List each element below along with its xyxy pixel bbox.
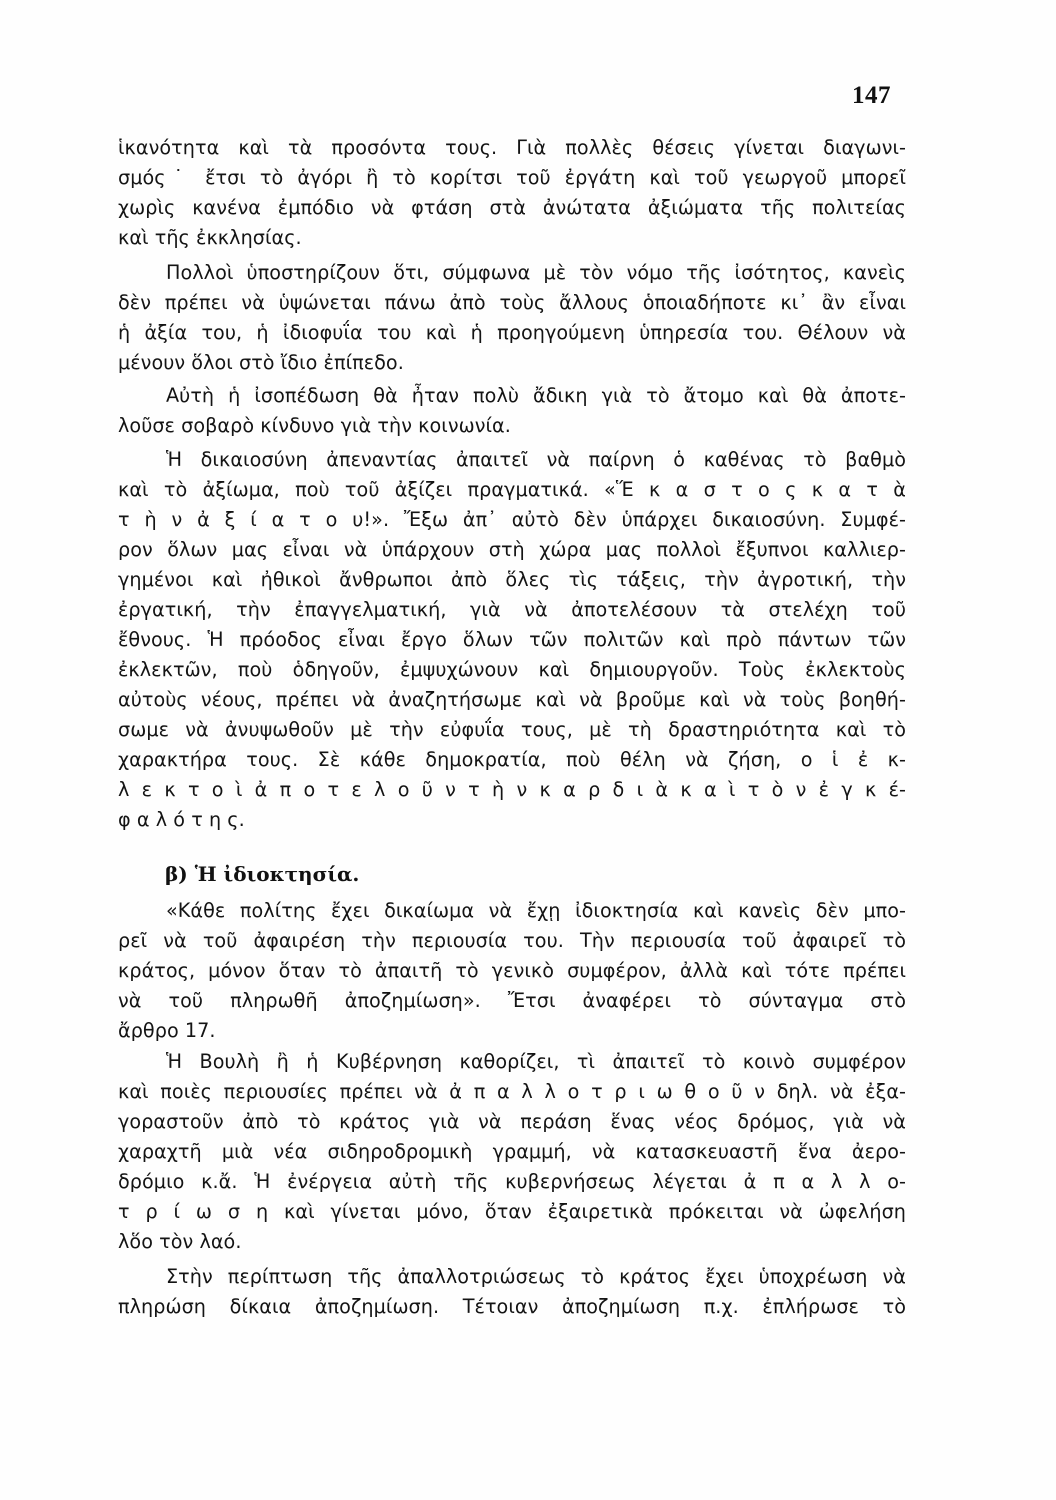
- text-line: καὶ τὸ ἀξίωμα, ποὺ τοῦ ἀξίζει πραγματικά. «Ἕ κ α σ τ ο ς κ α τ ὰ: [118, 478, 906, 501]
- text-line: ἐργατική, τὴν ἐπαγγελματική, γιὰ νὰ ἀποτελέσουν τὰ στελέχη τοῦ: [118, 598, 906, 621]
- text-line: λοῦσε σοβαρὸ κίνδυνο γιὰ τὴν κοινωνία.: [118, 414, 511, 437]
- paragraph-1: [118, 133, 906, 253]
- text-line: λὅο τὸν λαό.: [118, 1230, 242, 1253]
- text-line: Ἡ Βουλὴ ἢ ἡ Κυβέρνηση καθορίζει, τὶ ἀπαιτεῖ τὸ κοινὸ συμφέρον: [166, 1050, 906, 1073]
- text-line: ἄρθρο 17.: [118, 1019, 216, 1042]
- section-heading: β) Ἡ ἰδιοκτησία.: [165, 862, 360, 886]
- text-line: δρόμιο κ.ἄ. Ἡ ἐνέργεια αὐτὴ τῆς κυβερνήσεως λέγεται ἀ π α λ λ ο-: [118, 1170, 906, 1193]
- paragraph-3: [118, 381, 906, 441]
- text-line: ρεῖ νὰ τοῦ ἀφαιρέση τὴν περιουσία του. Τὴν περιουσία τοῦ ἀφαιρεῖ τὸ: [118, 929, 906, 952]
- paragraph-6: [118, 1047, 906, 1257]
- text-line: Στὴν περίπτωση τῆς ἀπαλλοτριώσεως τὸ κράτος ἔχει ὑποχρέωση νὰ: [166, 1265, 906, 1288]
- text-line: Αὐτὴ ἡ ἰσοπέδωση θὰ ἦταν πολὺ ἄδικη γιὰ τὸ ἄτομο καὶ θὰ ἀποτε-: [166, 384, 906, 407]
- text-line: ἔθνους. Ἡ πρόοδος εἶναι ἔργο ὅλων τῶν πολιτῶν καὶ πρὸ πάντων τῶν: [118, 628, 906, 651]
- text-line: φ α λ ό τ η ς.: [118, 808, 245, 831]
- text-line: σωμε νὰ ἀνυψωθοῦν μὲ τὴν εὐφυΐα τους, μὲ τὴ δραστηριότητα καὶ τὸ: [118, 718, 906, 741]
- text-line: χαρακτήρα τους. Σὲ κάθε δημοκρατία, ποὺ θέλη νὰ ζήση, ο ἱ ἐ κ-: [118, 748, 906, 771]
- text-line: ἐκλεκτῶν, ποὺ ὁδηγοῦν, ἐμψυχώνουν καὶ δημιουργοῦν. Τοὺς ἐκλεκτοὺς: [118, 658, 906, 681]
- text-line: γοραστοῦν ἀπὸ τὸ κράτος γιὰ νὰ περάση ἕνας νέος δρόμος, γιὰ νὰ: [118, 1110, 906, 1133]
- text-line: νὰ τοῦ πληρωθῆ ἀποζημίωση». Ἔτσι ἀναφέρει τὸ σύνταγμα στὸ: [118, 989, 906, 1012]
- text-line: καὶ ποιὲς περιουσίες πρέπει νὰ ἀ π α λ λ ο τ ρ ι ω θ ο ῦ ν δηλ. νὰ ἐξα-: [118, 1080, 906, 1103]
- text-line: αὐτοὺς νέους, πρέπει νὰ ἀναζητήσωμε καὶ νὰ βροῦμε καὶ νὰ τοὺς βοηθή-: [118, 688, 906, 711]
- paragraph-4: [118, 445, 906, 835]
- text-line: πληρώση δίκαια ἀποζημίωση. Τέτοιαν ἀποζημίωση π.χ. ἐπλήρωσε τὸ: [118, 1295, 906, 1318]
- text-line: χαραχτῆ μιὰ νέα σιδηροδρομικὴ γραμμή, νὰ κατασκευαστῆ ἕνα ἀερο-: [118, 1140, 906, 1163]
- text-line: Πολλοὶ ὑποστηρίζουν ὅτι, σύμφωνα μὲ τὸν νόμο τῆς ἰσότητος, κανεὶς: [166, 261, 906, 284]
- text-line: ἡ ἀξία του, ἡ ἰδιοφυΐα του καὶ ἡ προηγούμενη ὑπηρεσία του. Θέλουν νὰ: [118, 321, 906, 344]
- text-line: τ ρ ί ω σ η καὶ γίνεται μόνο, ὅταν ἐξαιρετικὰ πρόκειται νὰ ὠφελήση: [118, 1200, 906, 1223]
- paragraph-2: [118, 258, 906, 378]
- text-line: καὶ τῆς ἐκκλησίας.: [118, 226, 302, 249]
- text-line: Ἡ δικαιοσύνη ἀπεναντίας ἀπαιτεῖ νὰ παίρνη ὁ καθένας τὸ βαθμὸ: [166, 448, 906, 471]
- text-line: χωρὶς κανένα ἐμπόδιο νὰ φτάση στὰ ἀνώτατα ἀξιώματα τῆς πολιτείας: [118, 196, 906, 219]
- text-line: ἱκανότητα καὶ τὰ προσόντα τους. Γιὰ πολλὲς θέσεις γίνεται διαγωνι-: [118, 136, 906, 159]
- page-number: 147: [852, 82, 891, 109]
- text-line: σμός˙ ἔτσι τὸ ἀγόρι ἢ τὸ κορίτσι τοῦ ἐργάτη καὶ τοῦ γεωργοῦ μπορεῖ: [118, 166, 906, 189]
- paragraph-7: [118, 1262, 906, 1322]
- text-line: κράτος, μόνον ὅταν τὸ ἀπαιτῆ τὸ γενικὸ συμφέρον, ἀλλὰ καὶ τότε πρέπει: [118, 959, 906, 982]
- text-line: «Κάθε πολίτης ἔχει δικαίωμα νὰ ἔχῃ ἰδιοκτησία καὶ κανεὶς δὲν μπο-: [166, 899, 906, 922]
- text-line: δὲν πρέπει νὰ ὑψώνεται πάνω ἀπὸ τοὺς ἄλλους ὁποιαδήποτε κι᾿ ἂν εἶναι: [118, 291, 906, 314]
- text-line: μένουν ὅλοι στὸ ἴδιο ἐπίπεδο.: [118, 351, 404, 374]
- paragraph-5: [118, 896, 906, 1046]
- text-line: λ ε κ τ ο ὶ ἀ π ο τ ε λ ο ῦ ν τ ὴ ν κ α ρ δ ι ὰ κ α ὶ τ ὸ ν ἐ γ κ έ-: [118, 778, 906, 801]
- text-line: τ ὴ ν ἀ ξ ί α τ ο υ!». Ἔξω ἀπ᾿ αὐτὸ δὲν ὑπάρχει δικαιοσύνη. Συμφέ-: [118, 508, 906, 531]
- text-line: ρον ὅλων μας εἶναι νὰ ὑπάρχουν στὴ χώρα μας πολλοὶ ἔξυπνοι καλλιερ-: [118, 538, 906, 561]
- text-line: γημένοι καὶ ἠθικοὶ ἄνθρωποι ἀπὸ ὅλες τὶς τάξεις, τὴν ἀγροτική, τὴν: [118, 568, 906, 591]
